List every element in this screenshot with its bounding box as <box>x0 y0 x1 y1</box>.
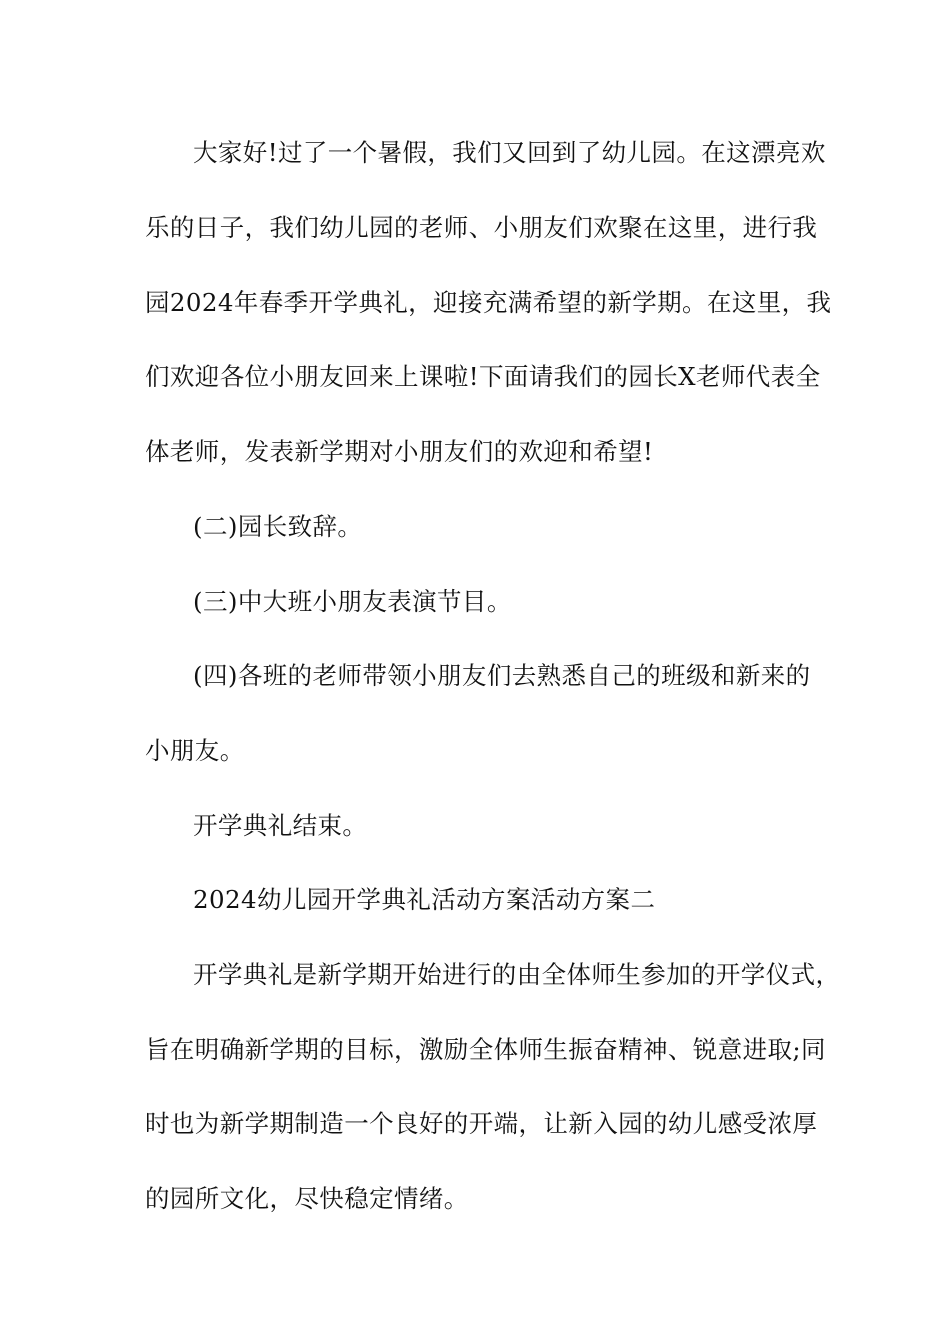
paragraph-purpose-line-3: 时也为新学期制造一个良好的开端，让新入园的幼儿感受浓厚 <box>145 1109 818 1138</box>
paragraph-intro-line-4: 们欢迎各位小朋友回来上课啦!下面请我们的园长X老师代表全 <box>145 362 821 391</box>
paragraph-intro-line-1: 大家好!过了一个暑假，我们又回到了幼儿园。在这漂亮欢 <box>193 138 826 167</box>
ceremony-end: 开学典礼结束。 <box>193 811 368 840</box>
paragraph-intro-line-3: 园2024年春季开学典礼，迎接充满希望的新学期。在这里，我 <box>145 288 832 317</box>
item-principal-speech: (二)园长致辞。 <box>193 512 363 541</box>
paragraph-purpose-line-2: 旨在明确新学期的目标，激励全体师生振奋精神、锐意进取;同 <box>145 1035 826 1064</box>
section-heading: 2024幼儿园开学典礼活动方案活动方案二 <box>193 885 656 914</box>
item-classes-line-1: (四)各班的老师带领小朋友们去熟悉自己的班级和新来的 <box>193 661 811 690</box>
paragraph-purpose-line-4: 的园所文化，尽快稳定情绪。 <box>145 1184 469 1213</box>
paragraph-purpose-line-1: 开学典礼是新学期开始进行的由全体师生参加的开学仪式， <box>193 960 841 989</box>
paragraph-intro-line-2: 乐的日子，我们幼儿园的老师、小朋友们欢聚在这里，进行我 <box>145 213 818 242</box>
item-performance: (三)中大班小朋友表演节目。 <box>193 587 512 616</box>
paragraph-intro-line-5: 体老师，发表新学期对小朋友们的欢迎和希望! <box>145 437 654 466</box>
item-classes-line-2: 小朋友。 <box>145 736 245 765</box>
